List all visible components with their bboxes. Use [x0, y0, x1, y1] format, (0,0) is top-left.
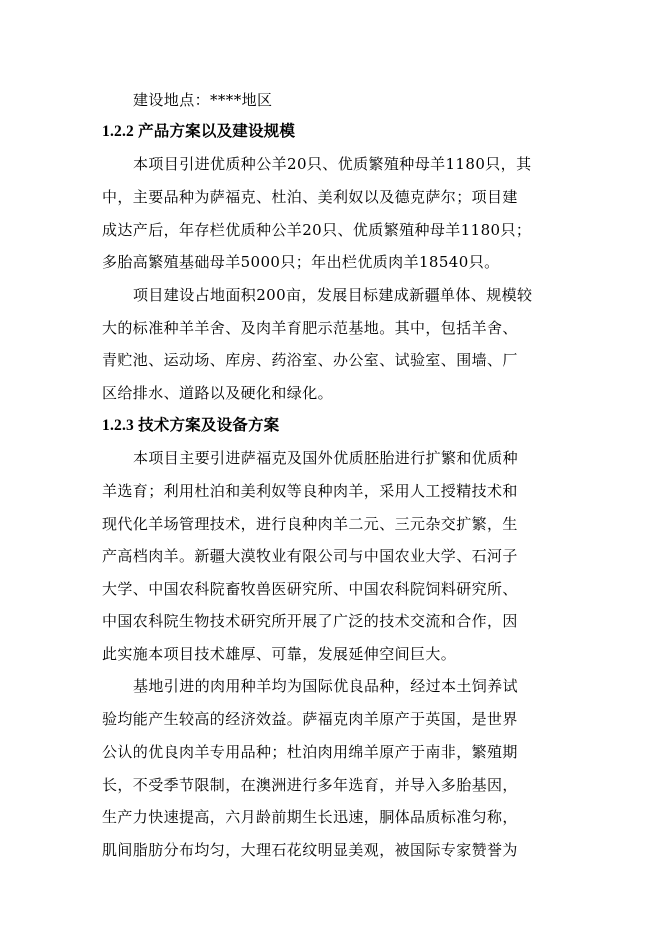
- paragraph-line: 青贮池、运动场、库房、药浴室、办公室、试验室、围墙、厂: [102, 351, 518, 369]
- paragraph-line: 多胎高繁殖基础母羊5000只；年出栏优质肉羊18540只。: [102, 253, 500, 271]
- paragraph-line: 产高档肉羊。新疆大漠牧业有限公司与中国农业大学、石河子: [102, 547, 518, 565]
- paragraph-line: 生产力快速提高，六月龄前期生长迅速，胴体品质标准匀称，: [102, 808, 518, 826]
- paragraph-line: 本项目引进优质种公羊20只、优质繁殖种母羊1180只，其: [133, 155, 532, 173]
- paragraph-line: 羊选育；利用杜泊和美利奴等良种肉羊，采用人工授精技术和: [102, 482, 518, 500]
- paragraph-line: 基地引进的肉用种羊均为国际优良品种，经过本土饲养试: [133, 677, 519, 695]
- paragraph-line: 本项目主要引进萨福克及国外优质胚胎进行扩繁和优质种: [133, 449, 519, 467]
- paragraph-line: 大的标准种羊羊舍、及肉羊育肥示范基地。其中，包括羊舍、: [102, 319, 518, 337]
- paragraph-line: 中国农科院生物技术研究所开展了广泛的技术交流和合作，因: [102, 612, 518, 630]
- paragraph-line: 此实施本项目技术雄厚、可靠，发展延伸空间巨大。: [102, 645, 457, 663]
- paragraph-line: 中，主要品种为萨福克、杜泊、美利奴以及德克萨尔；项目建: [102, 188, 518, 206]
- paragraph-line: 大学、中国农科院畜牧兽医研究所、中国农科院饲料研究所、: [102, 580, 518, 598]
- paragraph-line: 现代化羊场管理技术，进行良种肉羊二元、三元杂交扩繁，生: [102, 515, 518, 533]
- paragraph-line: 长，不受季节限制，在澳洲进行多年选育，并导入多胎基因，: [102, 776, 518, 794]
- section-heading: 1.2.2 产品方案以及建设规模: [102, 123, 296, 140]
- location-line: 建设地点：****地区: [133, 91, 273, 109]
- paragraph-line: 区给排水、道路以及硬化和绿化。: [102, 384, 334, 402]
- paragraph-line: 成达产后，年存栏优质种公羊20只、优质繁殖种母羊1180只；: [102, 221, 532, 239]
- paragraph-line: 肌间脂肪分布均匀，大理石花纹明显美观，被国际专家赞誉为: [102, 841, 518, 859]
- section-heading: 1.2.3 技术方案及设备方案: [102, 417, 280, 434]
- paragraph-line: 项目建设占地面积200亩，发展目标建成新疆单体、规模较: [133, 286, 533, 304]
- paragraph-line: 公认的优良肉羊专用品种；杜泊肉用绵羊原产于南非，繁殖期: [102, 743, 518, 761]
- paragraph-line: 验均能产生较高的经济效益。萨福克肉羊原产于英国，是世界: [102, 710, 518, 728]
